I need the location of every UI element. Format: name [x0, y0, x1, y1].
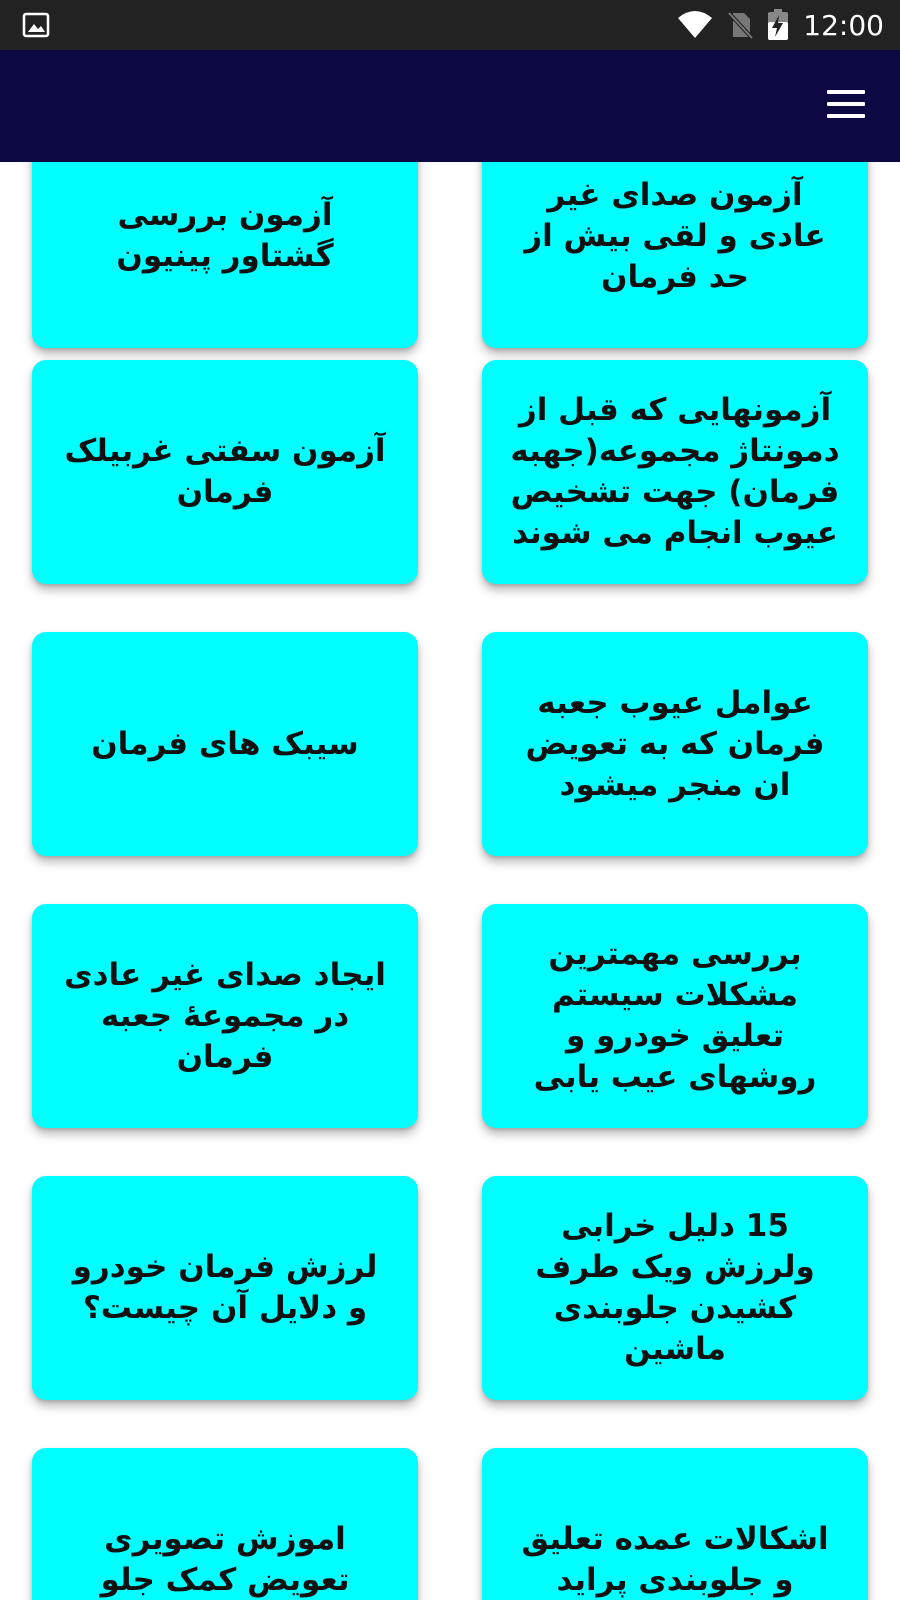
- card-item[interactable]: [32, 1448, 418, 1600]
- card-item[interactable]: [32, 360, 418, 584]
- status-time: 12:00: [803, 8, 884, 42]
- card-title: سیبک های فرمان: [91, 725, 359, 762]
- card-title: آزمونهایی که قبل از دمونتاژ مجموعه(جهبه فرمان) جهت تشخیص عیوب انجام می شوند: [510, 392, 840, 551]
- card-item[interactable]: [32, 162, 418, 348]
- card-item[interactable]: [32, 632, 418, 856]
- card-item[interactable]: [482, 360, 868, 584]
- card-item[interactable]: [32, 1176, 418, 1400]
- card-title: ایجاد صدای غیر عادی در مجموعۀ جعبه فرمان: [64, 956, 386, 1075]
- card-title: آزمون بررسی گشتاور پینیون: [116, 197, 334, 274]
- card-title: اموزش تصویری تعویض کمک جلو: [100, 1521, 350, 1598]
- card-item[interactable]: [482, 162, 868, 348]
- image-notification-icon: [22, 12, 50, 38]
- status-bar: [0, 0, 900, 50]
- card-item[interactable]: [482, 1176, 868, 1400]
- card-title: 15 دلیل خرابی ولرزش ویک طرف کشیدن جلوبندی ماشین: [535, 1208, 815, 1367]
- card-item[interactable]: [32, 904, 418, 1128]
- card-title: آزمون سفتی غربیلک فرمان: [64, 433, 386, 510]
- card-item[interactable]: [482, 904, 868, 1128]
- card-title: عوامل عیوب جعبه فرمان که به تعویض ان منجر میشود: [525, 684, 825, 803]
- app-bar: [0, 50, 900, 162]
- card-title: آزمون صدای غیر عادی و لقی بیش از حد فرمان: [524, 176, 826, 295]
- wifi-icon: [677, 10, 713, 40]
- battery-charging-icon: [767, 9, 789, 41]
- card-grid-scroll[interactable]: [0, 162, 900, 1600]
- no-sim-icon: [727, 10, 753, 40]
- card-title: بررسی مهمترین مشکلات سیستم تعلیق خودرو و روشهای عیب یابی: [533, 936, 817, 1095]
- status-icons: [677, 0, 884, 50]
- hamburger-menu-icon[interactable]: [824, 86, 868, 122]
- card-title: لرزش فرمان خودرو و دلایل آن چیست؟: [72, 1249, 378, 1326]
- card-item[interactable]: [482, 1448, 868, 1600]
- card-item[interactable]: [482, 632, 868, 856]
- card-title: اشکالات عمده تعلیق و جلوبندی پراید: [521, 1521, 829, 1598]
